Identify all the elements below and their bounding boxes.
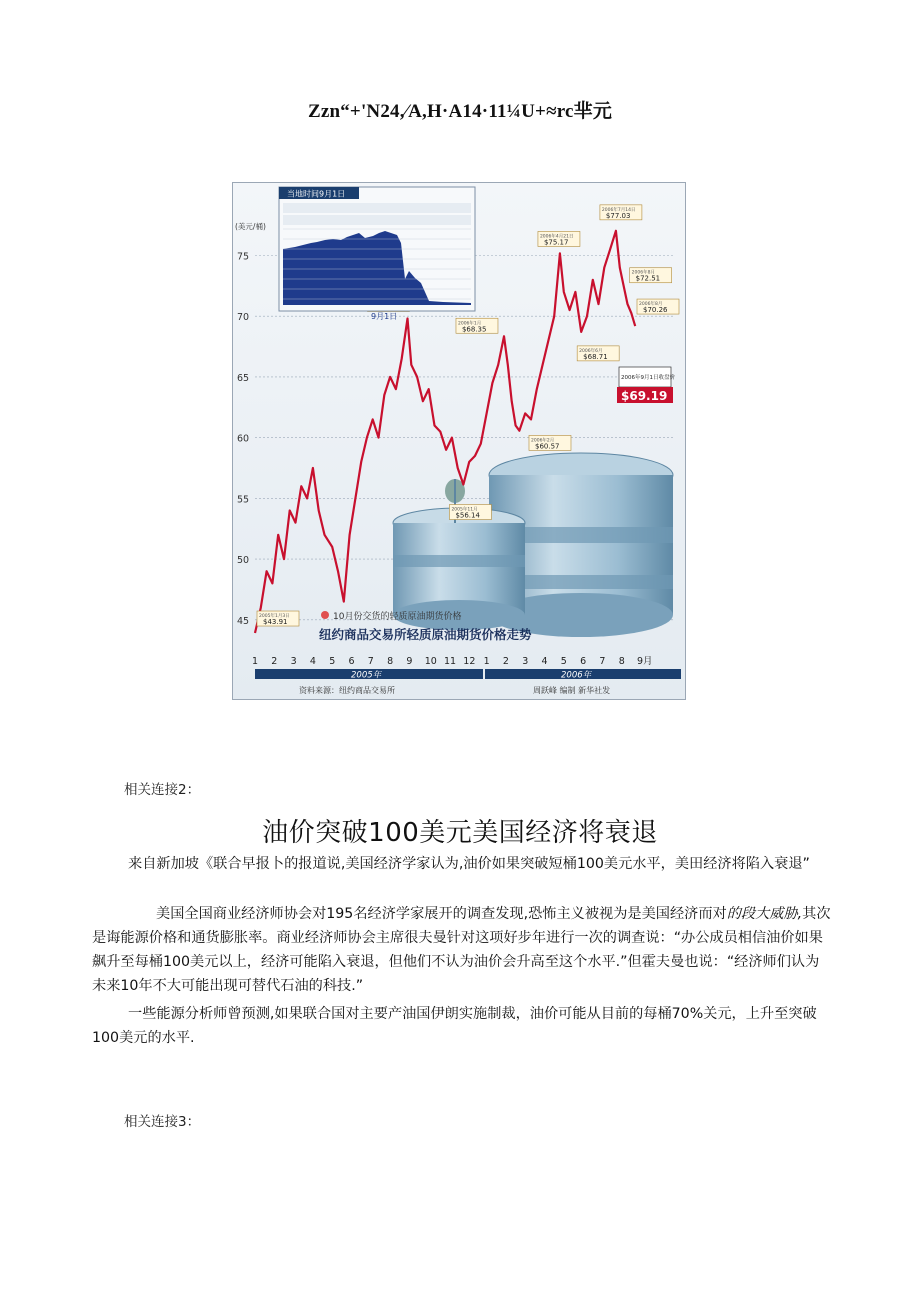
annotation-callout xyxy=(577,346,619,361)
annotation-value: $56.14 xyxy=(455,511,480,520)
para2-part-a: 美国全国商业经济师协会对195名经济学家展开的调查发现,恐怖主义被视为是美国经济而对 xyxy=(156,906,727,922)
y-tick-label: 50 xyxy=(237,555,250,567)
annotation-date: 2006年2月 xyxy=(530,438,555,444)
annotation-value: $60.57 xyxy=(534,442,560,451)
chart-credit: 周跃峰 编制 新华社发 xyxy=(533,686,611,695)
annotation-date: 2005年1月3日 xyxy=(259,614,290,620)
annotation-value: $70.26 xyxy=(643,306,668,315)
month-tick-label: 1 xyxy=(252,656,259,667)
inset-title: 当地时间9月1日 xyxy=(287,189,346,199)
oil-price-chart xyxy=(232,182,686,700)
month-tick-label: 9 xyxy=(406,656,413,667)
annotation-callout xyxy=(637,299,679,314)
month-tick-label: 6 xyxy=(580,656,587,667)
annotation-callout xyxy=(529,435,571,450)
y-tick-label: 60 xyxy=(237,433,250,445)
annotation-date: 2005年11月 xyxy=(451,507,478,513)
legend-text: 10月份交货的轻质原油期货价格 xyxy=(333,612,462,622)
annotation-callout xyxy=(257,611,299,626)
month-tick-label: 8 xyxy=(387,656,394,667)
month-tick-label: 12 xyxy=(463,656,476,667)
garbled-title: Zzn“+'N24,⁄A,H·A14·11¼U+≈rc芈元 xyxy=(307,101,613,122)
month-tick-label: 4 xyxy=(309,656,316,667)
related-link-2-label: 相关连接2： xyxy=(124,782,201,798)
month-tick-label: 2 xyxy=(271,656,278,667)
y-tick-label: 45 xyxy=(237,615,250,627)
chart-title: 纽约商品交易所轻质原油期货价格走势 xyxy=(319,627,532,642)
y-tick-label: 70 xyxy=(237,312,250,324)
annotation-value: $68.71 xyxy=(583,352,608,361)
annotation-value: $43.91 xyxy=(263,618,288,627)
article-headline: 油价突破100美元美国经济将衰退 xyxy=(262,818,658,848)
annotation-callout xyxy=(449,505,491,520)
annotation-date: 2006年6月 xyxy=(579,348,603,354)
month-tick-label: 11 xyxy=(444,656,457,667)
article-paragraph-2 xyxy=(92,902,832,998)
annotation-date: 2006年8月 xyxy=(639,302,663,308)
close-price-badge xyxy=(617,367,675,403)
badge-label: 2006年9月1日收盘价 xyxy=(621,375,675,381)
annotation-date: 2006年7月14日 xyxy=(601,207,636,213)
annotation-callout xyxy=(538,231,580,246)
inset-date-label: 9月1日 xyxy=(371,312,398,321)
year-label-2005: 2005年 xyxy=(351,670,382,681)
month-tick-label: 5 xyxy=(329,656,336,667)
y-axis-label: (美元/桶) xyxy=(235,222,266,231)
annotation-value: $77.03 xyxy=(605,211,631,220)
month-tick-label: 5 xyxy=(560,656,567,667)
y-tick-label: 65 xyxy=(237,372,250,384)
month-tick-label: 3 xyxy=(522,656,529,667)
annotation-date: 2006年4月21日 xyxy=(539,234,574,240)
month-tick-label: 9月 xyxy=(637,656,653,667)
annotation-value: $72.51 xyxy=(635,274,661,283)
related-link-3-label: 相关连接3： xyxy=(124,1114,201,1130)
chart-legend xyxy=(321,610,461,622)
annotation-callout xyxy=(600,205,642,220)
annotation-callout xyxy=(630,268,672,283)
legend-marker xyxy=(321,611,329,619)
chart-source: 资料来源：纽约商品交易所 xyxy=(299,686,395,695)
month-tick-label: 7 xyxy=(367,656,374,667)
year-label-2006: 2006年 xyxy=(561,670,592,681)
month-tick-label: 7 xyxy=(599,656,606,667)
annotation-callout xyxy=(456,318,498,333)
month-tick-label: 1 xyxy=(483,656,490,667)
y-tick-label: 75 xyxy=(237,251,250,263)
para2-part-b: 其次是诲能源价格和通货膨胀率。商业经济师协会主席很夫曼针对这项好步年进行一次的调查说：“办公成员相信油价如果飙升至每桶100美元以上，经济可能陷入衰退，但他们不认为油价会升高至这个水平.”但霍夫曼也说：“经济师们认为未来10年不大可能出现可替代石油的科技.” xyxy=(92,906,831,994)
annotation-value: $68.35 xyxy=(461,325,487,334)
inset-chart xyxy=(279,187,475,321)
month-tick-label: 10 xyxy=(424,656,437,667)
month-tick-label: 3 xyxy=(290,656,297,667)
annotation-date: 2006年1月 xyxy=(457,321,482,327)
article-paragraph-1: 来自新加坡《联合早报卜的报道说,美国经济学家认为,油价如果突破短桶100美元水平，美田经济将陷入衰退” xyxy=(128,856,810,872)
annotation-value: $75.17 xyxy=(543,238,569,247)
article-paragraph-3: 一些能源分析师曾预测,如果联合国对主要产油国伊朗实施制裁，油价可能从目前的每桶70%关元，上升至突破100美元的水平. xyxy=(92,1006,817,1046)
month-tick-label: 2 xyxy=(502,656,509,667)
para2-emphasis: 的段大威胁, xyxy=(726,906,803,922)
annotation-date: 2006年8月 xyxy=(631,270,655,276)
month-tick-label: 6 xyxy=(348,656,355,667)
month-tick-label: 4 xyxy=(541,656,548,667)
chart-canvas xyxy=(233,183,685,699)
badge-value: $69.19 xyxy=(621,389,668,403)
month-tick-label: 8 xyxy=(618,656,625,667)
y-tick-label: 55 xyxy=(237,494,250,506)
